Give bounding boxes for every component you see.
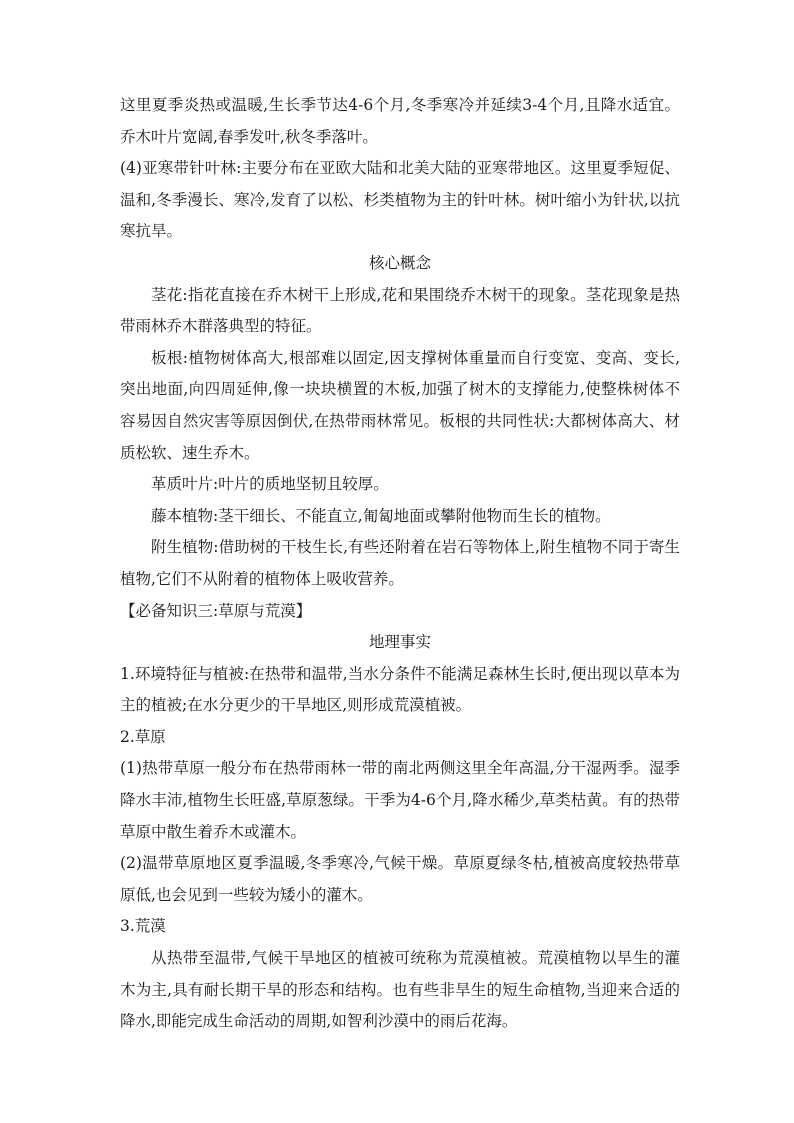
paragraph-vines: 藤本植物:茎干细长、不能直立,匍匐地面或攀附他物而生长的植物。	[151, 506, 611, 525]
paragraph-temperate-deciduous-forest: 这里夏季炎热或温暖,生长季节达4-6个月,冬季寒冷并延续3-4个月,且降水适宜。乔木叶片宽阔,春季发叶,秋冬季落叶。	[120, 96, 680, 146]
paragraph-tropical-grassland: (1)热带草原一般分布在热带雨林一带的南北两侧这里全年高温,分干湿两季。湿季降水丰沛,植物生长旺盛,草原葱绿。干季为4-6个月,降水稀少,草类枯黄。有的热带草原中散生着乔木或灌木。	[120, 759, 680, 841]
subheading-desert: 3.荒漠	[120, 917, 166, 936]
paragraph-temperate-grassland: (2)温带草原地区夏季温暖,冬季寒冷,气候干燥。草原夏绿冬枯,植被高度较热带草原低,也会见到一些较为矮小的灌木。	[120, 854, 680, 904]
paragraph-epiphytes: 附生植物:借助树的干枝生长,有些还附着在岩石等物体上,附生植物不同于寄生植物,它们不从附着的植物体上吸收营养。	[120, 538, 680, 588]
section-heading-knowledge-three: 【必备知识三:草原与荒漠】	[120, 601, 312, 620]
section-heading-geographic-facts: 地理事实	[368, 633, 431, 652]
paragraph-leathery-leaves: 革质叶片:叶片的质地坚韧且较厚。	[151, 475, 389, 494]
paragraph-buttress-roots: 板根:植物树体高大,根部难以固定,因支撑树体重量而自行变宽、变高、变长,突出地面,向四周延伸,像一块块横置的木板,加强了树木的支撑能力,使整株树体不容易因自然灾害等原因倒伏,在热带雨林常见。板根的共同性状:大都树体高大、材质松软、速生乔木。	[120, 348, 680, 462]
paragraph-subarctic-coniferous-forest: (4)亚寒带针叶林:主要分布在亚欧大陆和北美大陆的亚寒带地区。这里夏季短促、温和,冬季漫长、寒冷,发育了以松、杉类植物为主的针叶林。树叶缩小为针状,以抗寒抗旱。	[120, 159, 680, 241]
paragraph-cauliflory: 茎花:指花直接在乔木树干上形成,花和果围绕乔木树干的现象。茎花现象是热带雨林乔木群落典型的特征。	[120, 285, 680, 336]
paragraph-desert-vegetation: 从热带至温带,气候干旱地区的植被可统称为荒漠植被。荒漠植物以旱生的灌木为主,具有耐长期干旱的形态和结构。也有些非旱生的短生命植物,当迎来合适的降水,即能完成生命活动的周期,如智利沙漠中的雨后花海。	[120, 949, 680, 1031]
paragraph-environment-vegetation: 1.环境特征与植被:在热带和温带,当水分条件不能满足森林生长时,便出现以草本为主的植被;在水分更少的干旱地区,则形成荒漠植被。	[120, 664, 680, 715]
subheading-grassland: 2.草原	[120, 727, 166, 746]
section-heading-core-concepts: 核心概念	[368, 253, 431, 272]
document-page	[120, 90, 680, 1038]
